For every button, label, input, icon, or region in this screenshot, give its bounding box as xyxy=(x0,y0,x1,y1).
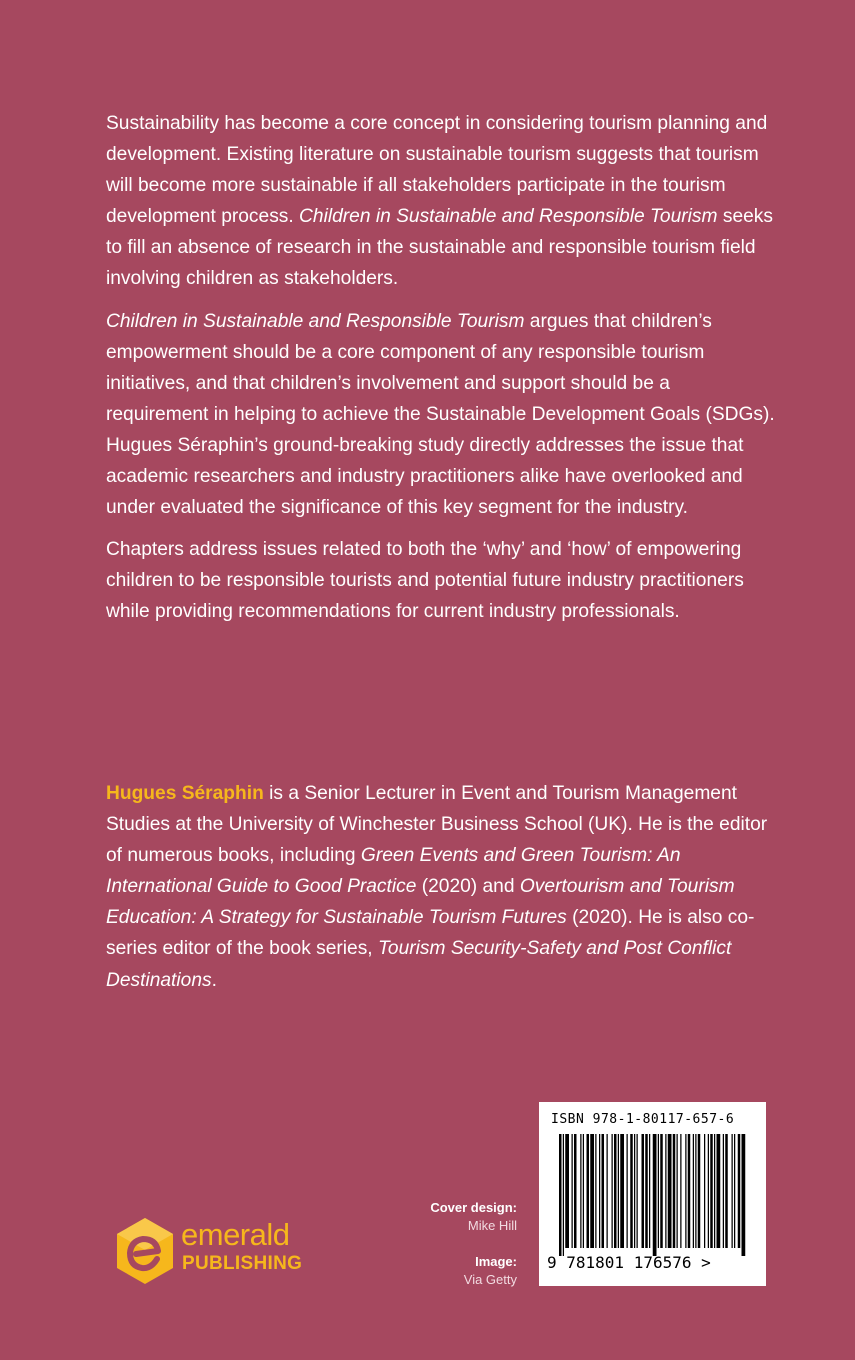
book-title: Overtourism and Tourism Education: A Strategy for Sustainable Tourism Futures xyxy=(106,876,735,929)
isbn-number: ISBN 978-1-80117-657-6 xyxy=(551,1112,735,1127)
barcode-bar xyxy=(742,1134,746,1256)
barcode-bar xyxy=(612,1134,613,1248)
barcode-bar xyxy=(602,1134,605,1248)
barcode-bar xyxy=(565,1134,569,1248)
barcode-bar xyxy=(620,1134,624,1248)
barcode-bar xyxy=(634,1134,635,1248)
publisher-logo xyxy=(116,1217,326,1287)
barcode-bar xyxy=(680,1134,681,1248)
barcode-bar xyxy=(708,1134,709,1248)
blurb-paragraph: Chapters address issues related to both the ‘why’ and ‘how’ of empowering children to be responsible tourists and potential future industry practitioners while providing recommendations for current industry professionals. xyxy=(106,539,744,623)
barcode-bar xyxy=(698,1134,701,1248)
isbn-barcode xyxy=(539,1102,766,1286)
barcode-bar xyxy=(693,1134,694,1248)
barcode-bar xyxy=(607,1134,608,1248)
blurb-paragraph: Sustainability has become a core concept in considering tourism planning and development. Existing literature on sustainable tourism suggests that tourism will become more sustainable if all stakeholders participate in the tourism development process. Children in Sustainable and Responsible Tourism seeks to fill an absence of research in the sustainable and responsible tourism field involving children as stakeholders. xyxy=(106,113,773,290)
barcode-bar xyxy=(695,1134,696,1248)
barcode-bar xyxy=(614,1134,617,1248)
publisher-name: emerald xyxy=(181,1217,290,1252)
barcode-bar xyxy=(653,1134,657,1256)
barcode-bar xyxy=(725,1134,728,1248)
barcode-bar xyxy=(677,1134,678,1248)
book-title: Children in Sustainable and Responsible Tourism xyxy=(106,310,525,332)
barcode-bar xyxy=(710,1134,713,1248)
barcode-bar xyxy=(738,1134,741,1248)
barcode-bar xyxy=(645,1134,648,1248)
barcode-bar xyxy=(574,1134,577,1248)
barcode-bar xyxy=(714,1134,715,1248)
barcode-bar xyxy=(599,1134,600,1248)
barcode-bar xyxy=(559,1134,562,1256)
barcode-bar xyxy=(685,1134,686,1248)
barcode-bar xyxy=(658,1134,659,1248)
blurb-paragraph: Children in Sustainable and Responsible Tourism argues that children’s empowerment should be a core component of any responsible tourism initiatives, and that children’s involvement and support should be a requirement in helping to achieve the Sustainable Development Goals (SDGs). Hugues Séraphin’s ground-breaking study directly addresses the issue that academic researchers and industry practitioners alike have overlooked and under evaluated the significance of this key segment for the industry. xyxy=(106,310,775,519)
barcode-bar xyxy=(587,1134,590,1248)
barcode-bar xyxy=(642,1134,645,1248)
image-credit-label: Image: xyxy=(475,1254,517,1269)
barcode-bar xyxy=(688,1134,691,1248)
barcode-bar xyxy=(618,1134,619,1248)
barcode-bar xyxy=(563,1134,564,1256)
emerald-hexagon-icon xyxy=(116,1217,174,1285)
barcode-bar xyxy=(572,1134,573,1248)
cover-credits xyxy=(430,1199,517,1289)
barcode-bars xyxy=(559,1134,747,1256)
author-bio: Hugues Séraphin is a Senior Lecturer in Event and Tourism Management Studies at the University of Winchester Business School (UK). He is the editor of numerous books, including Green Events and Green Tourism: An International Guide to Good Practice (2020) and Overtourism and Tourism Education: A Strategy for Sustainable Tourism Futures (2020). He is also co-series editor of the book series, Tourism Security-Safety and Post Conflict Destinations. xyxy=(106,783,768,991)
barcode-bar xyxy=(734,1134,735,1248)
barcode-bar xyxy=(590,1134,594,1248)
book-title: Children in Sustainable and Responsible Tourism xyxy=(299,206,718,228)
barcode-bar xyxy=(637,1134,638,1248)
barcode-bar xyxy=(704,1134,705,1248)
cover-design-value: Mike Hill xyxy=(467,1218,517,1233)
back-cover-blurb xyxy=(106,108,776,639)
image-credit-value: Via Getty xyxy=(463,1272,517,1287)
series-title: Tourism Security-Safety and Post Conflict Destinations xyxy=(106,938,732,991)
barcode-bar xyxy=(660,1134,663,1248)
barcode-bar xyxy=(630,1134,633,1248)
barcode-digits: 9 781801 176576 > xyxy=(547,1253,711,1272)
barcode-bar xyxy=(649,1134,650,1248)
barcode-bar xyxy=(665,1134,666,1248)
cover-design-label: Cover design: xyxy=(430,1200,517,1215)
barcode-bar xyxy=(717,1134,721,1248)
barcode-bar xyxy=(580,1134,581,1248)
barcode-bar xyxy=(673,1134,676,1248)
barcode-bar xyxy=(595,1134,596,1248)
barcode-bar xyxy=(627,1134,628,1248)
barcode-bar xyxy=(668,1134,672,1248)
barcode-bar xyxy=(732,1134,733,1248)
barcode-bar xyxy=(723,1134,724,1248)
publisher-subname: PUBLISHING xyxy=(182,1253,303,1274)
barcode-bar xyxy=(583,1134,584,1248)
book-title: Green Events and Green Tourism: An International Guide to Good Practice xyxy=(106,845,681,898)
author-name: Hugues Séraphin xyxy=(106,783,264,804)
